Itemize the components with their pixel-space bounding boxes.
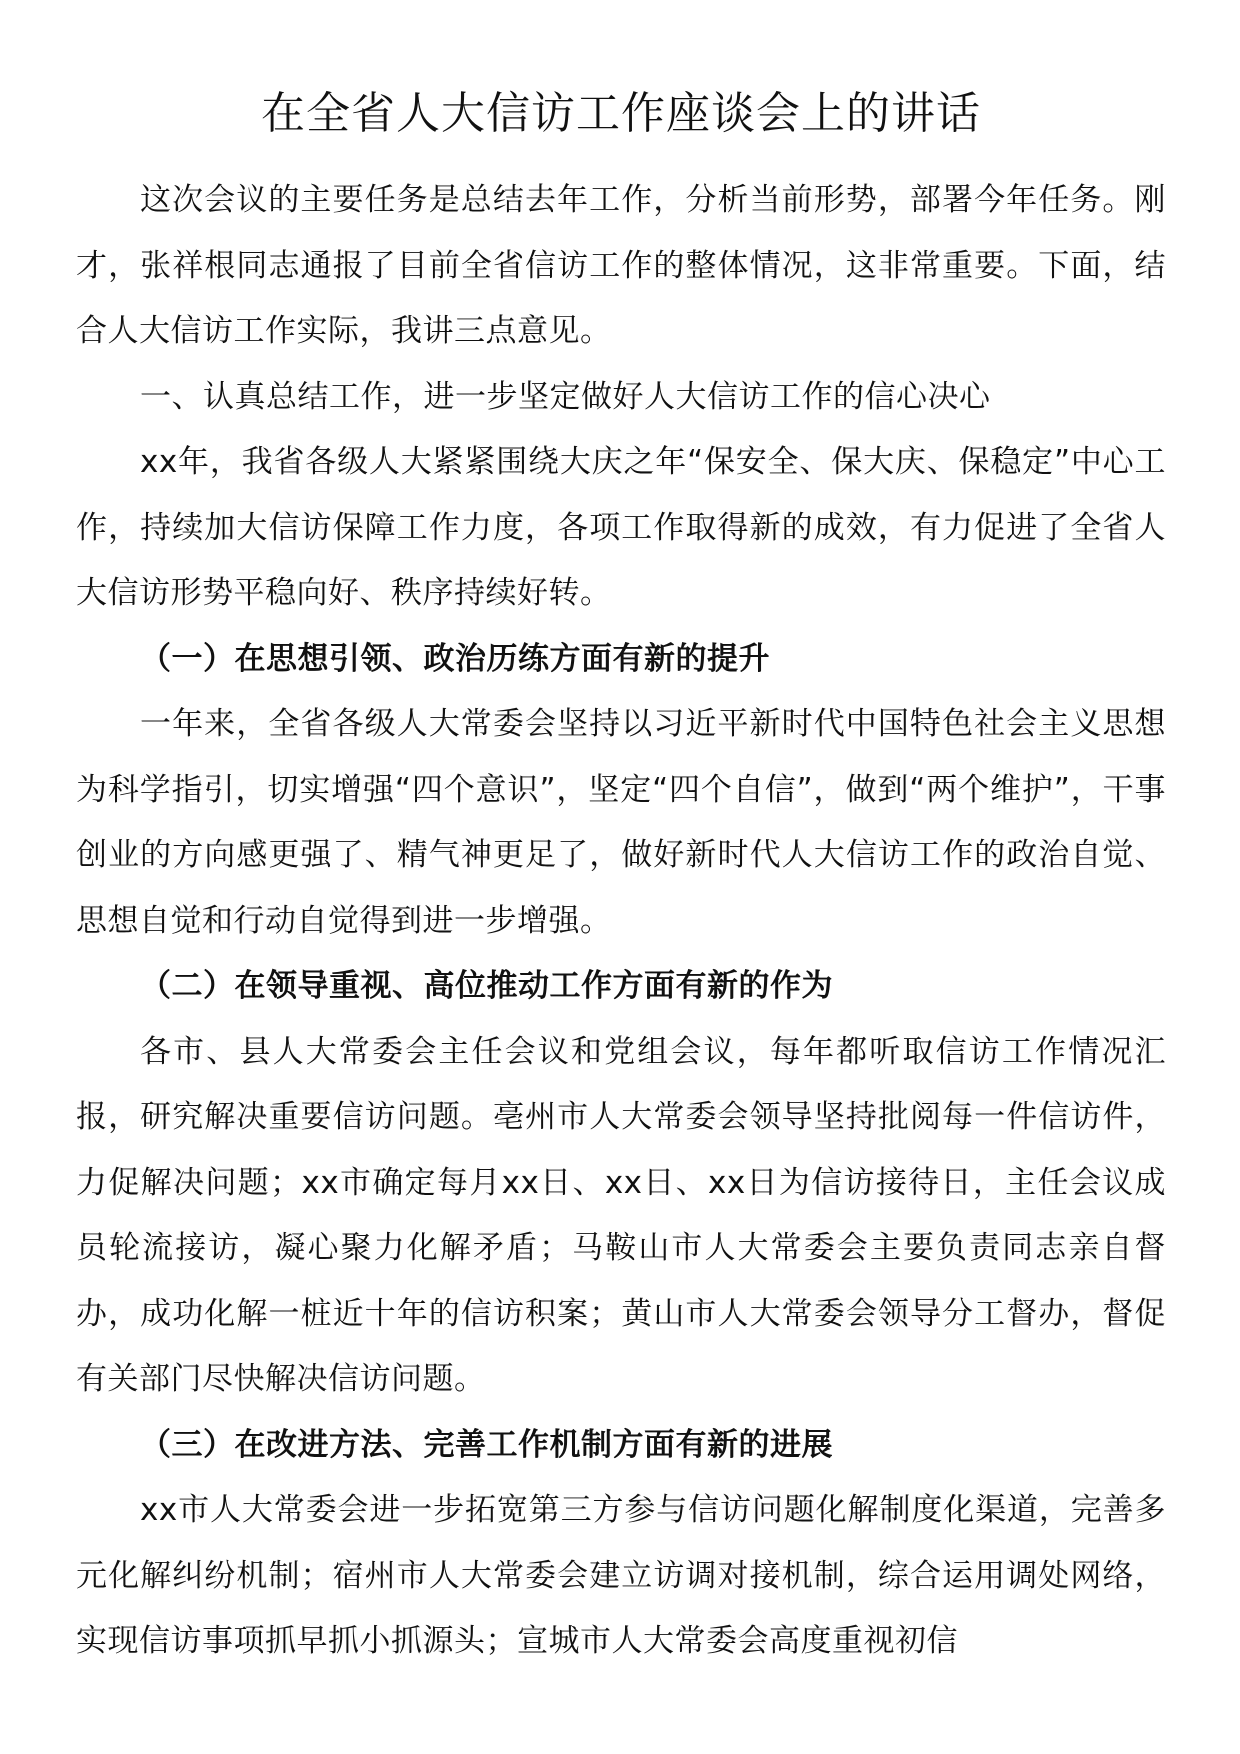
document-page (76, 84, 1166, 1675)
subheading-2: （二）在领导重视、高位推动工作方面有新的作为 (140, 968, 833, 1004)
subheading-3: （三）在改进方法、完善工作机制方面有新的进展 (140, 1426, 833, 1463)
subsection-1-paragraph: 一年来，全省各级人大常委会坚持以习近平新时代中国特色社会主义思想为科学指引，切实增强“四个意识”，坚定“四个自信”，做到“两个维护”，干事创业的方向感更强了、精气神更足了，做好新时代人大信访工作的政治自觉、思想自觉和行动自觉得到进一步增强。 (76, 706, 1166, 939)
section-1-paragraph: xx年，我省各级人大紧紧围绕大庆之年“保安全、保大庆、保稳定”中心工作，持续加大信访保障工作力度，各项工作取得新的成效，有力促进了全省人大信访形势平稳向好、秩序持续好转。 (76, 444, 1166, 611)
subsection-2-paragraph: 各市、县人大常委会主任会议和党组会议，每年都听取信访工作情况汇报，研究解决重要信访问题。亳州市人大常委会领导坚持批阅每一件信访件，力促解决问题；xx市确定每月xx日、xx日、xx日为信访接待日，主任会议成员轮流接访，凝心聚力化解矛盾；马鞍山市人大常委会主要负责同志亲自督办，成功化解一桩近十年的信访积案；黄山市人大常委会领导分工督办，督促有关部门尽快解决信访问题。 (76, 1033, 1166, 1397)
intro-paragraph: 这次会议的主要任务是总结去年工作，分析当前形势，部署今年任务。刚才，张祥根同志通报了目前全省信访工作的整体情况，这非常重要。下面，结合人大信访工作实际，我讲三点意见。 (76, 182, 1166, 349)
document-title: 在全省人大信访工作座谈会上的讲话 (261, 88, 981, 139)
section-heading-1: 一、认真总结工作，进一步坚定做好人大信访工作的信心决心 (140, 378, 991, 415)
subsection-3-paragraph: xx市人大常委会进一步拓宽第三方参与信访问题化解制度化渠道，完善多元化解纠纷机制；宿州市人大常委会建立访调对接机制，综合运用调处网络，实现信访事项抓早抓小抓源头；宣城市人大常委会高度重视初信 (76, 1492, 1166, 1659)
subheading-1: （一）在思想引领、政治历练方面有新的提升 (140, 640, 770, 677)
